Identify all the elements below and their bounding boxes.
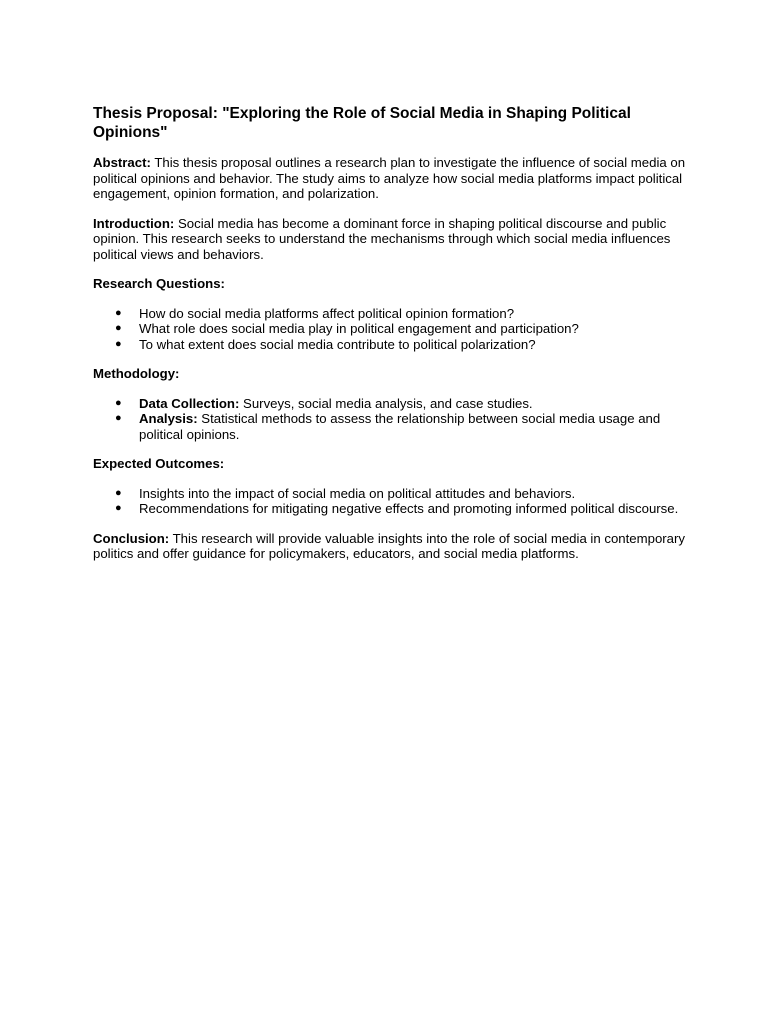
list-item: [93, 501, 688, 517]
list-item: [93, 486, 688, 502]
list-item: [93, 411, 688, 442]
conclusion-text: This research will provide valuable insights into the role of social media in contemporary politics and offer guidance for policymakers, educators, and social media platforms.: [93, 530, 685, 561]
research-questions-heading: Research Questions:: [93, 276, 225, 291]
bullet-icon: ●: [115, 337, 122, 350]
list-item-label: Data Collection:: [139, 395, 240, 411]
abstract-label: Abstract:: [93, 155, 151, 170]
list-item-text: To what extent does social media contribute to political polarization?: [139, 336, 536, 352]
methodology-heading: Methodology:: [93, 366, 180, 381]
methodology-list: [93, 396, 688, 443]
list-item: [93, 396, 688, 412]
list-item: [93, 337, 688, 353]
bullet-icon: ●: [115, 486, 122, 499]
expected-outcomes-list: [93, 486, 688, 517]
document-title: Thesis Proposal: "Exploring the Role of Social Media in Shaping Political Opinions": [93, 105, 631, 141]
introduction-label: Introduction:: [93, 215, 175, 231]
bullet-icon: ●: [115, 502, 122, 514]
list-item: [93, 321, 688, 337]
list-item: [93, 306, 688, 322]
bullet-icon: ●: [115, 322, 122, 334]
list-item-text: Insights into the impact of social media on political attitudes and behaviors.: [139, 485, 576, 501]
list-item-text: Surveys, social media analysis, and case studies.: [239, 395, 533, 411]
list-item-text: Statistical methods to assess the relationship between social media usage and political opinions.: [139, 411, 661, 442]
bullet-icon: ●: [115, 396, 122, 409]
introduction-paragraph: [93, 216, 688, 263]
conclusion-paragraph: [93, 531, 688, 562]
introduction-text: Social media has become a dominant force in shaping political discourse and public opinion. This research seeks to understand the mechanisms through which social media influences political views and behaviors.: [93, 215, 671, 262]
bullet-icon: ●: [115, 306, 122, 319]
research-questions-list: [93, 306, 688, 353]
list-item-label: Analysis:: [139, 411, 198, 426]
list-item-text: Recommendations for mitigating negative effects and promoting informed political discourse.: [139, 501, 679, 516]
list-item-text: How do social media platforms affect political opinion formation?: [139, 305, 515, 321]
bullet-icon: ●: [115, 412, 122, 424]
abstract-paragraph: [93, 155, 688, 202]
expected-outcomes-heading: Expected Outcomes:: [93, 456, 225, 471]
abstract-text: This thesis proposal outlines a research plan to investigate the influence of social media on political opinions and behavior. The study aims to analyze how social media platforms impact political engagement, opinion formation, and polarization.: [93, 155, 686, 201]
conclusion-label: Conclusion:: [93, 530, 170, 546]
list-item-text: What role does social media play in political engagement and participation?: [139, 321, 579, 336]
